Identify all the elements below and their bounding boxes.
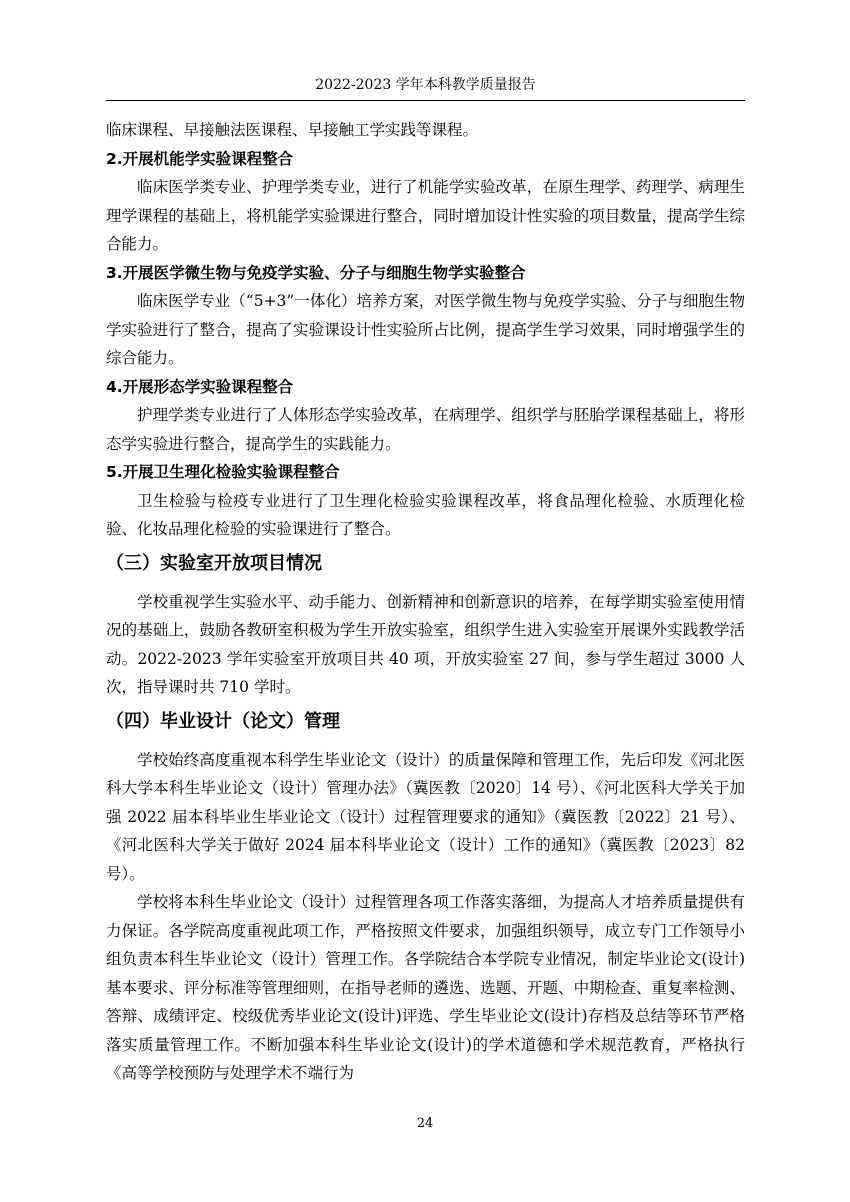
paragraph: 临床医学专业（“5+3”一体化）培养方案，对医学微生物与免疫学实验、分子与细胞生物学实验进行了整合，提高了实验课设计性实验所占比例，提高学生学习效果，同时增强学生的综合能力。 <box>106 292 745 367</box>
section-heading: 2.开展机能学实验课程整合 <box>106 149 294 168</box>
page-body <box>106 116 745 1088</box>
paragraph: 护理学类专业进行了人体形态学实验改革，在病理学、组织学与胚胎学课程基础上，将形态学实验进行整合，提高学生的实践能力。 <box>106 406 745 453</box>
paragraph: 卫生检验与检疫专业进行了卫生理化检验实验课程改革，将食品理化检验、水质理化检验、化妆品理化检验的实验课进行了整合。 <box>106 491 745 538</box>
chapter-heading: （四）毕业设计（论文）管理 <box>106 710 340 732</box>
paragraph: 学校重视学生实验水平、动手能力、创新精神和创新意识的培养，在每学期实验室使用情况的基础上，鼓励各教研室积极为学生开放实验室，组织学生进入实验室开展课外实践教学活动。2022-2023 学年实验室开放项目共 40 项，开放实验室 27 间，参与学生超过 3000 人次，指导课时共 710 学时。 <box>106 592 745 696</box>
page-number: 24 <box>416 1116 434 1131</box>
running-header: 2022-2023 学年本科教学质量报告 <box>315 77 536 93</box>
header-rule <box>106 100 745 101</box>
chapter-heading: （三）实验室开放项目情况 <box>106 552 322 574</box>
section-heading: 5.开展卫生理化检验实验课程整合 <box>106 463 340 481</box>
paragraph: 学校将本科生毕业论文（设计）过程管理各项工作落实落细，为提高人才培养质量提供有力保证。各学院高度重视此项工作，严格按照文件要求，加强组织领导，成立专门工作领导小组负责本科生毕业论文（设计）管理工作。各学院结合本学院专业情况，制定毕业论文(设计)基本要求、评分标准等管理细则，在指导老师的遴选、选题、开题、中期检查、重复率检测、答辩、成绩评定、校级优秀毕业论文(设计)评选、学生毕业论文(设计)存档及总结等环节严格落实质量管理工作。不断加强本科生毕业论文(设计)的学术道德和学术规范教育，严格执行《高等学校预防与处理学术不端行为 <box>106 893 745 1082</box>
section-heading: 3.开展医学微生物与免疫学实验、分子与细胞生物学实验整合 <box>106 263 526 282</box>
paragraph: 临床课程、早接触法医课程、早接触工学实践等课程。 <box>106 121 479 139</box>
paragraph: 临床医学类专业、护理学类专业，进行了机能学实验改革，在原生理学、药理学、病理生理学课程的基础上，将机能学实验课进行整合，同时增加设计性实验的项目数量，提高学生综合能力。 <box>106 178 745 253</box>
paragraph: 学校始终高度重视本科学生毕业论文（设计）的质量保障和管理工作，先后印发《河北医科大学本科生毕业论文（设计）管理办法》（冀医教〔2020〕14 号）、《河北医科大学关于加强 2022 届本科毕业生毕业论文（设计）过程管理要求的通知》（冀医教〔2022〕21 号）、《河北医科大学关于做好 2024 届本科毕业论文（设计）工作的通知》（冀医教〔2023〕82 号）。 <box>106 750 745 883</box>
section-heading: 4.开展形态学实验课程整合 <box>106 377 294 396</box>
